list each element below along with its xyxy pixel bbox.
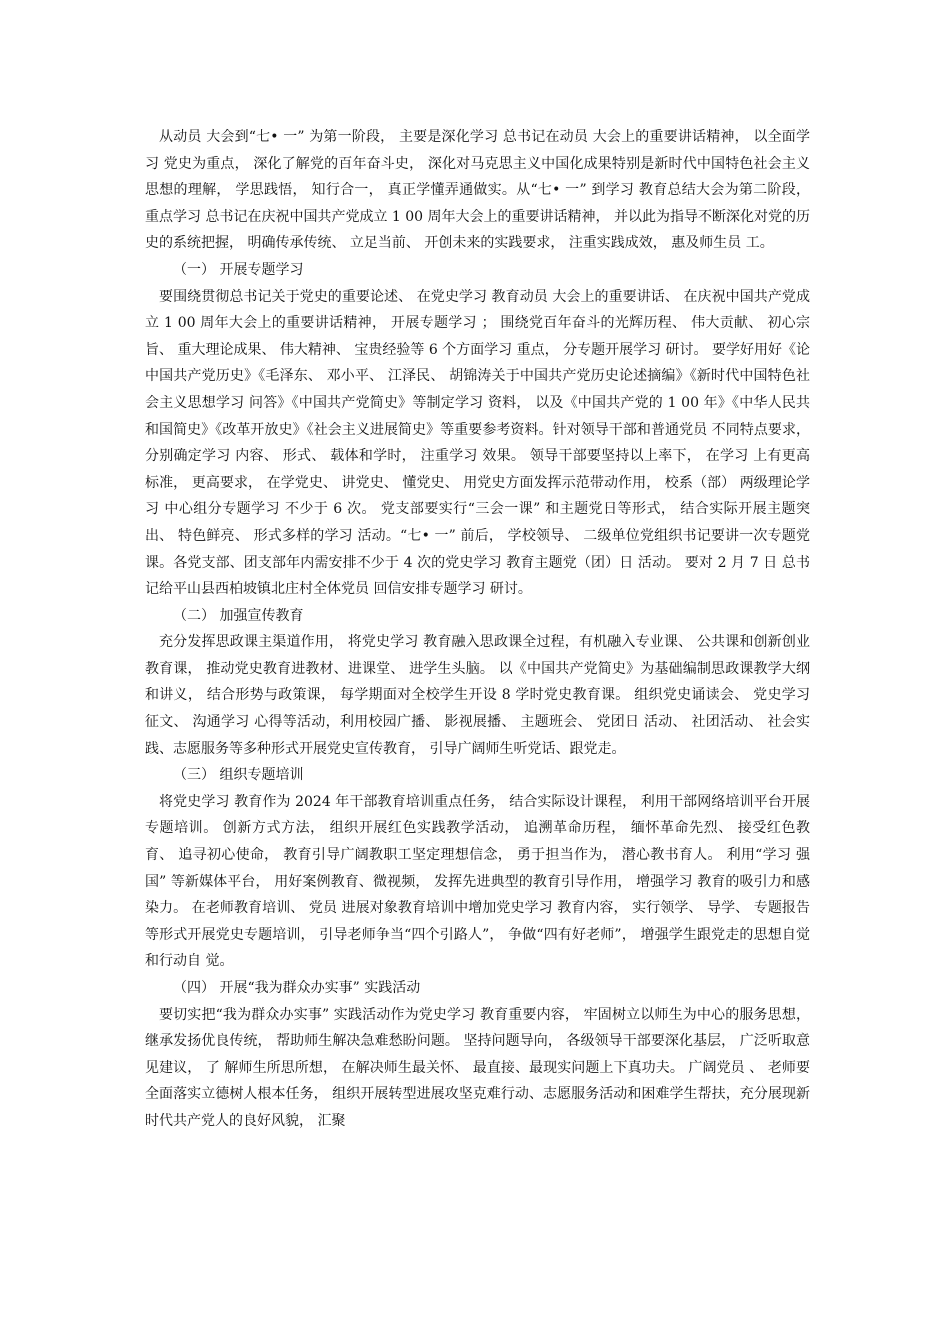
section-body-2: 充分发挥思政课主渠道作用， 将党史学习 教育融入思政课全过程，有机融入专业课、 公共课和创新创业教育课， 推动党史教育进教材、进课堂、 进学生头脑。 以《中国共产党简史》为基础编制思政课教学大纲和讲义， 结合形势与政策课， 每学期面对全校学生开设 8 学时党史教育课。 组织党史诵读会、 党史学习 征文、 沟通学习 心得等活动，利用校园广播、 影视展播、 主题班会、 党团日 活动、 社团活动、 社会实践、志愿服务等多种形式开展党史宣传教育， 引导广阔师生听党话、跟党走。: [145, 634, 810, 757]
section-heading-2: （二） 加强宣传教育: [173, 607, 304, 624]
section-heading-4: （四） 开展“我为群众办实事” 实践活动: [173, 980, 421, 996]
section-heading-1: （一） 开展专题学习: [173, 261, 304, 278]
section-body-1: 要围绕贯彻总书记关于党史的重要论述、 在党史学习 教育动员 大会上的重要讲话、 在庆祝中国共产党成立 1 00 周年大会上的重要讲话精神， 开展专题学习 ； 围绕党百年奋斗的光辉历程、 伟大贡献、 初心宗旨、 重大理论成果、 伟大精神、 宝贵经验等 6 个方面学习 重点， 分专题开展学习 研讨。 要学好用好《论中国共产党历史》《毛泽东、 邓小平、 江泽民、 胡锦涛关于中国共产党历史论述摘编》《新时代中国特色社会主义思想学习 问答》《中国共产党简史》等制定学习 资料， 以及《中国共产党的 1 00 年》《中华人民共和国简史》《改革开放史》《社会主义进展简史》等重要参考资料。针对领导干部和普通党员 不同特点要求，分别确定学习 内容、 形式、 载体和学时， 注重学习 效果。 领导干部要坚持以上率下， 在学习 上有更高标准， 更高要求， 在学党史、 讲党史、 懂党史、 用党史方面发挥示范带动作用， 校系（部） 两级理论学习 中心组分专题学习 不少于 6 次。 党支部要实行“三会一课” 和主题党日等形式， 结合实际开展主题突出、 特色鲜亮、 形式多样的学习 活动。“七• 一” 前后， 学校领导、 二级单位党组织书记要讲一次专题党课。各党支部、团支部年内需安排不少于 4 次的党史学习 教育主题党（团）日 活动。 要对 2 月 7 日 总书记给平山县西柏坡镇北庄村全体党员 回信安排专题学习 研讨。: [145, 288, 810, 598]
document-page: [145, 124, 810, 1135]
section-heading-3: （三） 组织专题培训: [173, 767, 304, 784]
section-body-3: 将党史学习 教育作为 2024 年干部教育培训重点任务， 结合实际设计课程， 利用干部网络培训平台开展专题培训。 创新方式方法， 组织开展红色实践教学活动， 追溯革命历程， 缅怀革命先烈、 接受红色教育、 追寻初心使命， 教育引导广阔教职工坚定理想信念， 勇于担当作为， 潜心教书育人。 利用“学习 强国” 等新媒体平台， 用好案例教育、微视频， 发挥先进典型的教育引导作用， 增强学习 教育的吸引力和感染力。 在老师教育培训、 党员 进展对象教育培训中增加党史学习 教育内容， 实行领学、 导学、 专题报告等形式开展党史专题培训， 引导老师争当“四个引路人”， 争做“四有好老师”， 增强学生跟党走的思想自觉和行动自 觉。: [145, 793, 810, 970]
intro-paragraph: 从动员 大会到“七• 一” 为第一阶段， 主要是深化学习 总书记在动员 大会上的重要讲话精神， 以全面学习 党史为重点， 深化了解党的百年奋斗史， 深化对马克思主义中国化成果特别是新时代中国特色社会主义思想的理解， 学思践悟， 知行合一， 真正学懂弄通做实。从“七• 一” 到学习 教育总结大会为第二阶段， 重点学习 总书记在庆祝中国共产党成立 1 00 周年大会上的重要讲话精神， 并以此为指导不断深化对党的历史的系统把握， 明确传承传统、 立足当前、 开创未来的实践要求， 注重实践成效， 惠及师生员 工。: [145, 129, 810, 252]
section-body-4: 要切实把“我为群众办实事” 实践活动作为党史学习 教育重要内容， 牢固树立以师生为中心的服务思想， 继承发扬优良传统， 帮助师生解决急难愁盼问题。 坚持问题导向， 各级领导干部要深化基层， 广泛听取意见建议， 了 解师生所思所想， 在解决师生最关怀、 最直接、最现实问题上下真功夫。 广阔党员 、 老师要全面落实立德树人根本任务， 组织开展转型进展攻坚克难行动、志愿服务活动和困难学生帮扶，充分展现新时代共产党人的良好风貌， 汇聚: [145, 1006, 810, 1129]
